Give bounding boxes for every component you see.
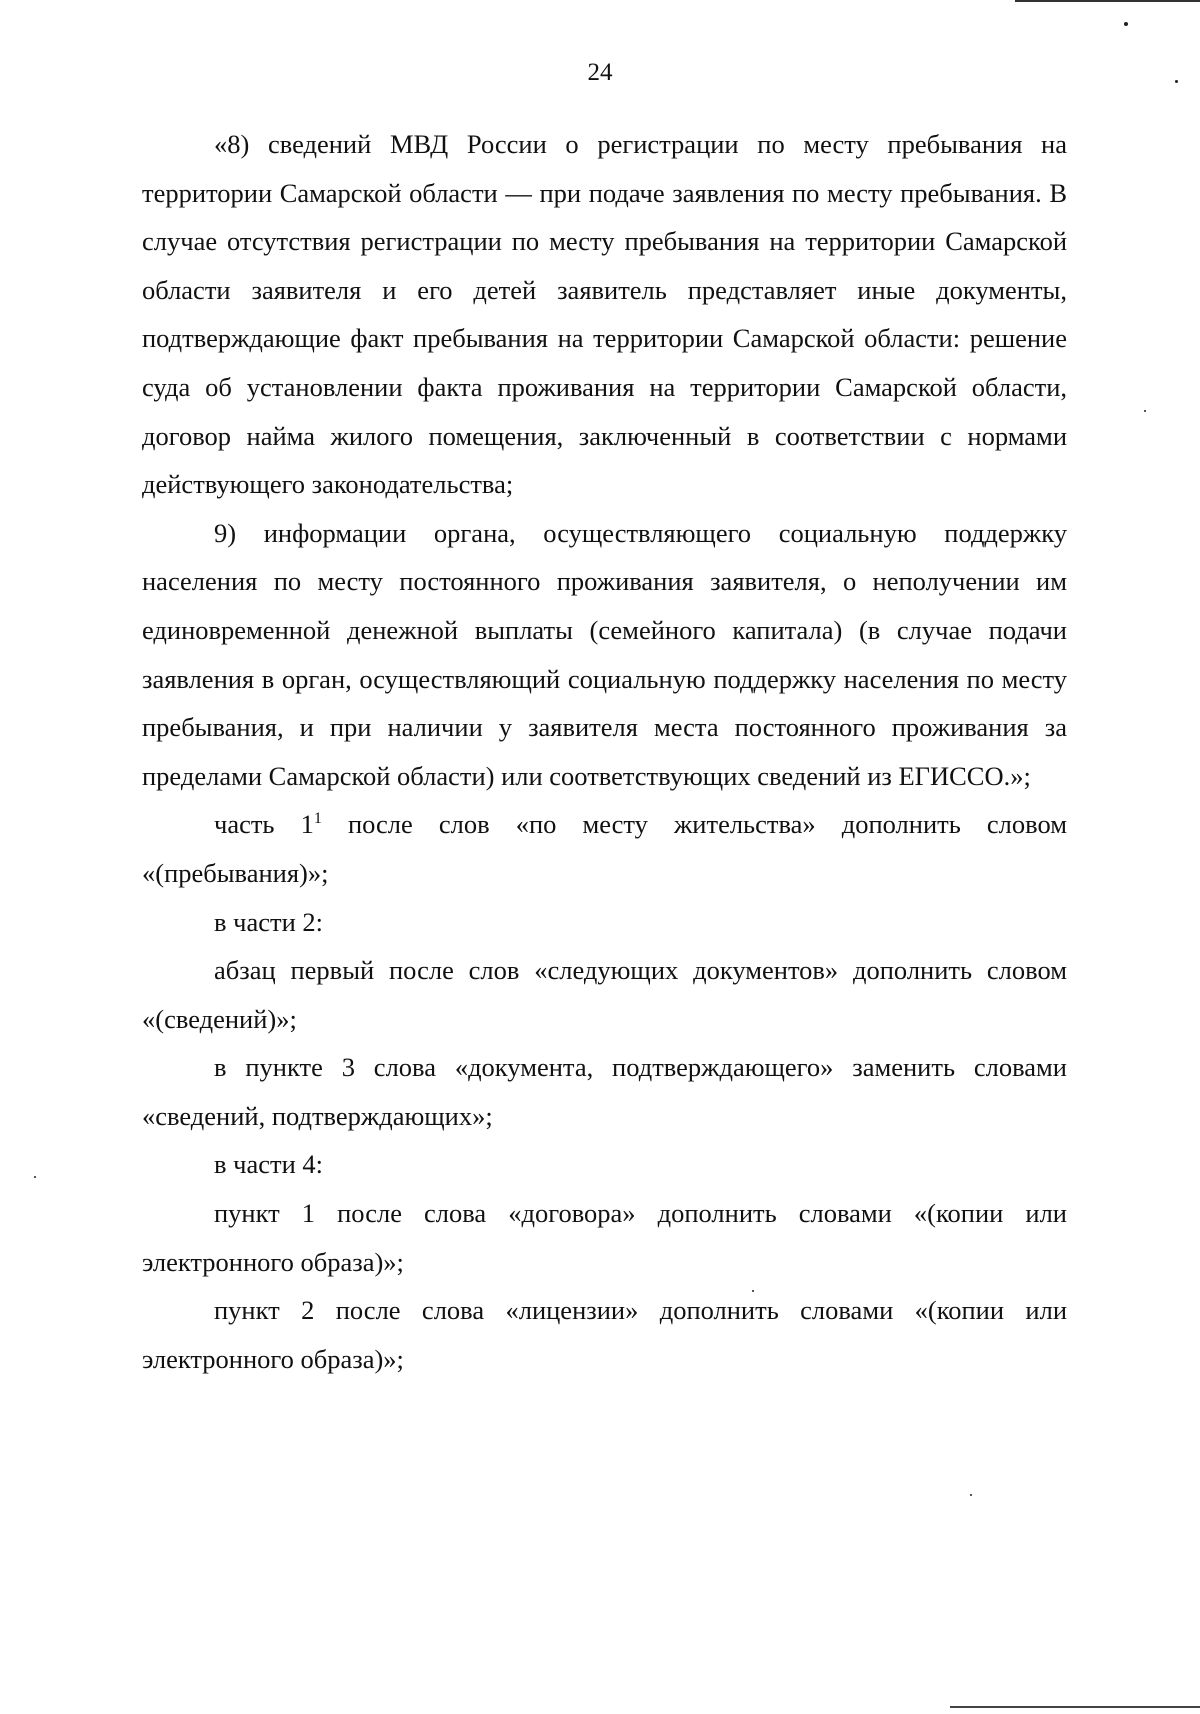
paragraph-part-2-heading: в части 2: (214, 906, 323, 937)
scan-speck (1124, 22, 1128, 26)
paragraph-part-4-point-2: пункт 2 после слова «лицензии» дополнить словами «(копии или электронного образа)»; (142, 1295, 1067, 1374)
paragraph-part-2-first-abzac: абзац первый после слов «следующих документов» дополнить словом «(сведений)»; (142, 955, 1067, 1034)
paragraph-item-9: 9) информации органа, осуществляющего социальную поддержку населения по месту постоянного проживания заявителя, о неполучении им единовременной денежной выплаты (семейного капитала) (в случае подачи заявления в орган, осуществляющий социальную поддержку населения по месту пребывания, и при наличии у заявителя места постоянного проживания за пределами Самарской области) или соответствующих сведений из ЕГИССО.»; (142, 517, 1067, 791)
scan-speck (970, 1494, 972, 1496)
scan-speck (1175, 80, 1178, 83)
scan-speck (34, 1176, 36, 1178)
part-amendment-before: часть 1 (214, 809, 314, 840)
paragraph-part-2-point-3: в пункте 3 слова «документа, подтверждающего» заменить словами «сведений, подтверждающих»; (142, 1052, 1067, 1131)
paragraph-item-8: «8) сведений МВД России о регистрации по месту пребывания на территории Самарской области — при подаче заявления по месту пребывания. В случае отсутствия регистрации по месту пребывания на территории Самарской области заявителя и его детей заявитель представляет иные документы, подтверждающие факт пребывания на территории Самарской области: решение суда об установлении факта проживания на территории Самарской области, договор найма жилого помещения, заключенный в соответствии с нормами действующего законодательства; (142, 129, 1067, 500)
page-number: 24 (587, 59, 613, 86)
document-body (142, 120, 1067, 1383)
part-amendment-superscript: 1 (313, 810, 322, 828)
scan-speck (752, 1290, 754, 1292)
paragraph-part-4-point-1: пункт 1 после слова «договора» дополнить словами «(копии или электронного образа)»; (142, 1198, 1067, 1277)
scan-edge-line-bottom (950, 1706, 1200, 1708)
scan-speck (1144, 410, 1146, 412)
scan-edge-line-top (1015, 0, 1200, 2)
part-amendment-after: после слов «по месту жительства» дополнить словом «(пребывания)»; (142, 809, 1067, 888)
paragraph-part-1-1-amendment (142, 800, 1067, 897)
paragraph-part-4-heading: в части 4: (214, 1149, 323, 1180)
